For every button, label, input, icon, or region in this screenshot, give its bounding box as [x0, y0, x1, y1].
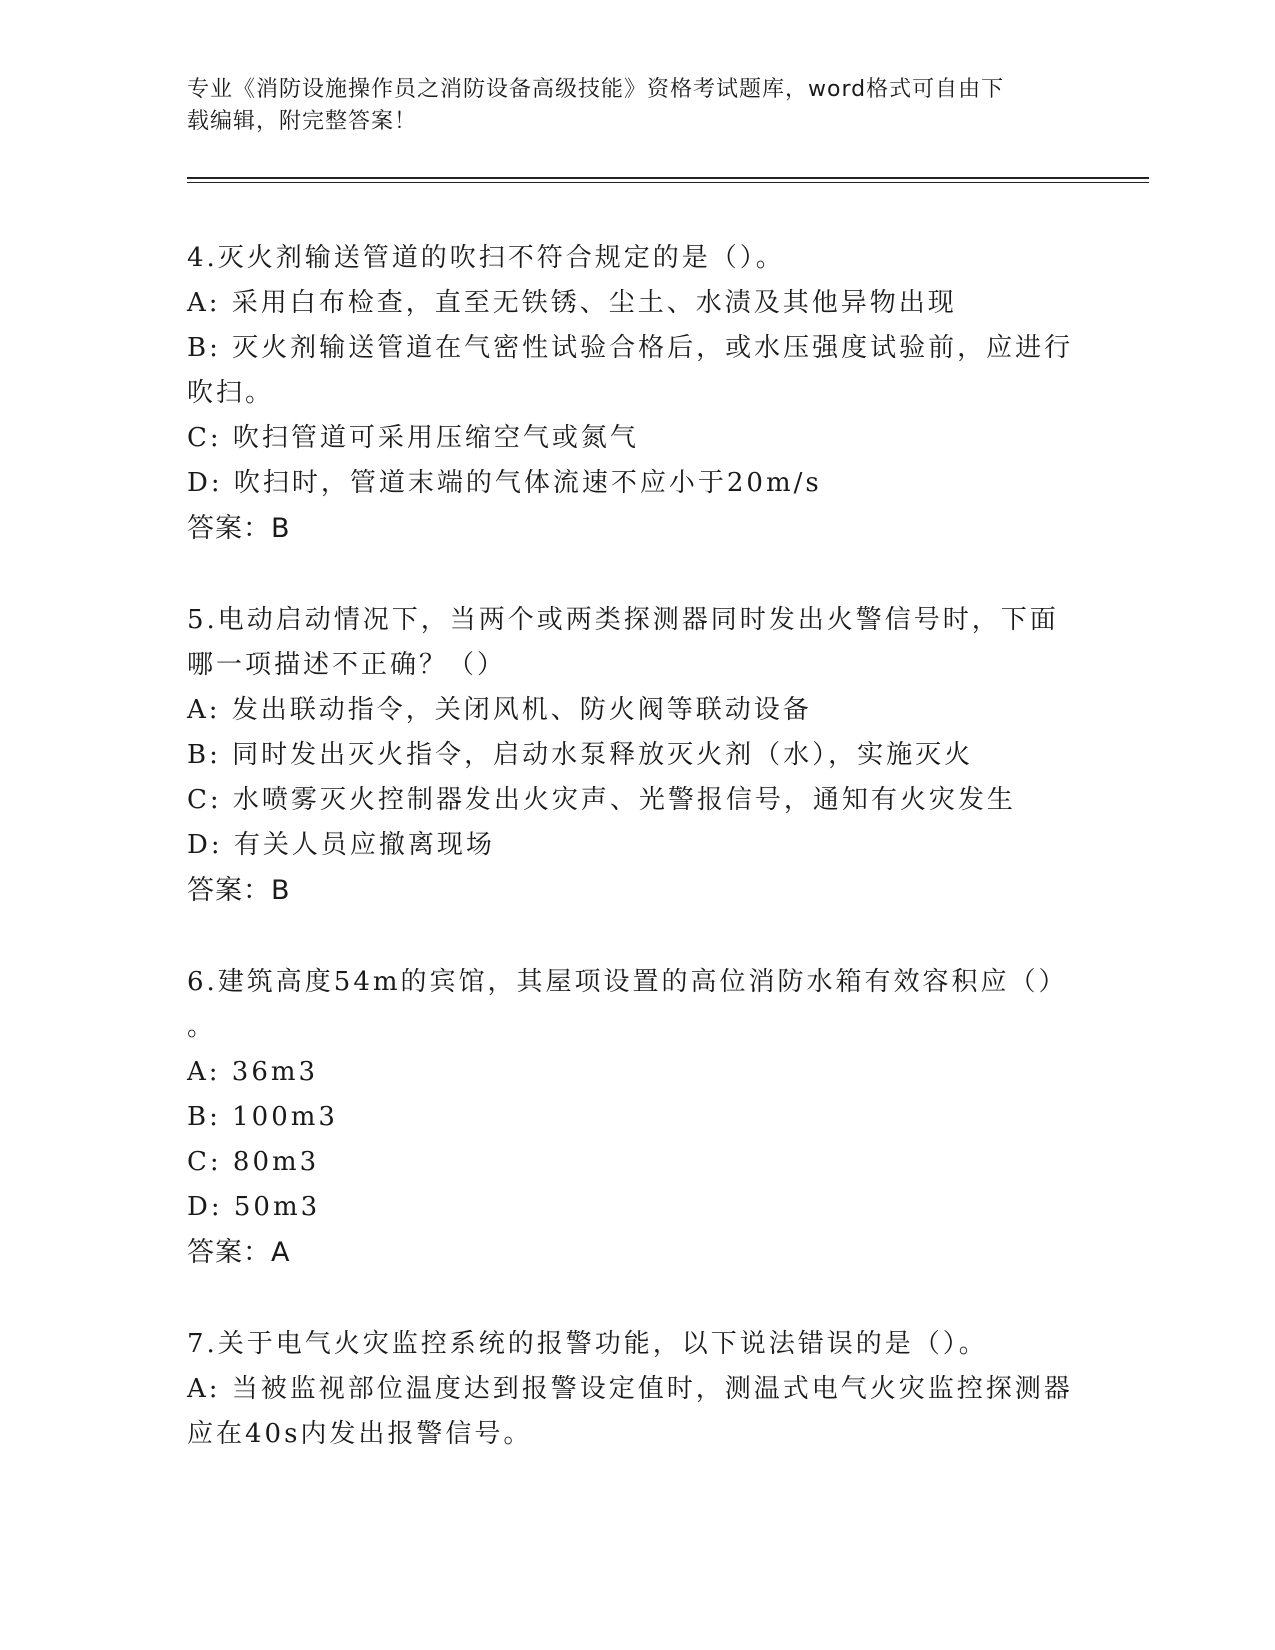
question-stem: 7.关于电气火灾监控系统的报警功能，以下说法错误的是（）。: [187, 1329, 988, 1359]
answer-line: 答案：A: [187, 1237, 291, 1268]
answer-line: 答案：B: [187, 513, 291, 544]
spacer: [187, 551, 1087, 598]
question-stem: 6.建筑高度54m的宾馆，其屋项设置的高位消防水箱有效容积应（）: [187, 967, 1068, 997]
header-rule-thick: [187, 177, 1149, 179]
header-line-2: 载编辑，附完整答案！: [187, 109, 418, 134]
option-a-continued: 应在40s内发出报警信号。: [187, 1419, 533, 1449]
question-block: [187, 1322, 1087, 1457]
document-header: [187, 74, 1067, 138]
option-c: C: 水喷雾灭火控制器发出火灾声、光警报信号，通知有火灾发生: [187, 785, 1016, 815]
question-stem: 5.电动启动情况下，当两个或两类探测器同时发出火警信号时，下面: [187, 605, 1059, 635]
option-a: A: 36m3: [187, 1057, 319, 1087]
question-block: [187, 598, 1087, 913]
question-block: [187, 236, 1087, 551]
option-a: A: 发出联动指令，关闭风机、防火阀等联动设备: [187, 695, 812, 725]
option-c: C: 80m3: [187, 1147, 320, 1177]
option-b: B: 100m3: [187, 1102, 338, 1132]
answer-line: 答案：B: [187, 875, 291, 906]
header-line-1: 专业《消防设施操作员之消防设备高级技能》资格考试题库，word格式可自由下: [187, 77, 1005, 102]
option-b: B: 灭火剂输送管道在气密性试验合格后，或水压强度试验前，应进行: [187, 333, 1074, 363]
option-a: A: 采用白布检查，直至无铁锈、尘土、水渍及其他异物出现: [187, 288, 957, 318]
question-stem-continued: 。: [187, 1012, 217, 1042]
option-b-continued: 吹扫。: [187, 378, 275, 408]
question-list: [187, 236, 1087, 1457]
spacer: [187, 1275, 1087, 1322]
question-stem: 4.灭火剂输送管道的吹扫不符合规定的是（）。: [187, 243, 785, 273]
option-b: B: 同时发出灭火指令，启动水泵释放灭火剂（水），实施灭火: [187, 740, 974, 770]
option-d: D: 吹扫时，管道末端的气体流速不应小于20m/s: [187, 468, 822, 498]
question-block: [187, 960, 1087, 1275]
option-c: C: 吹扫管道可采用压缩空气或氮气: [187, 423, 639, 453]
option-d: D: 50m3: [187, 1192, 321, 1222]
option-a: A: 当被监视部位温度达到报警设定值时，测温式电气火灾监控探测器: [187, 1374, 1073, 1404]
question-stem-continued: 哪一项描述不正确？（）: [187, 650, 507, 680]
header-rule-thin: [187, 182, 1149, 183]
option-d: D: 有关人员应撤离现场: [187, 830, 495, 860]
spacer: [187, 913, 1087, 960]
